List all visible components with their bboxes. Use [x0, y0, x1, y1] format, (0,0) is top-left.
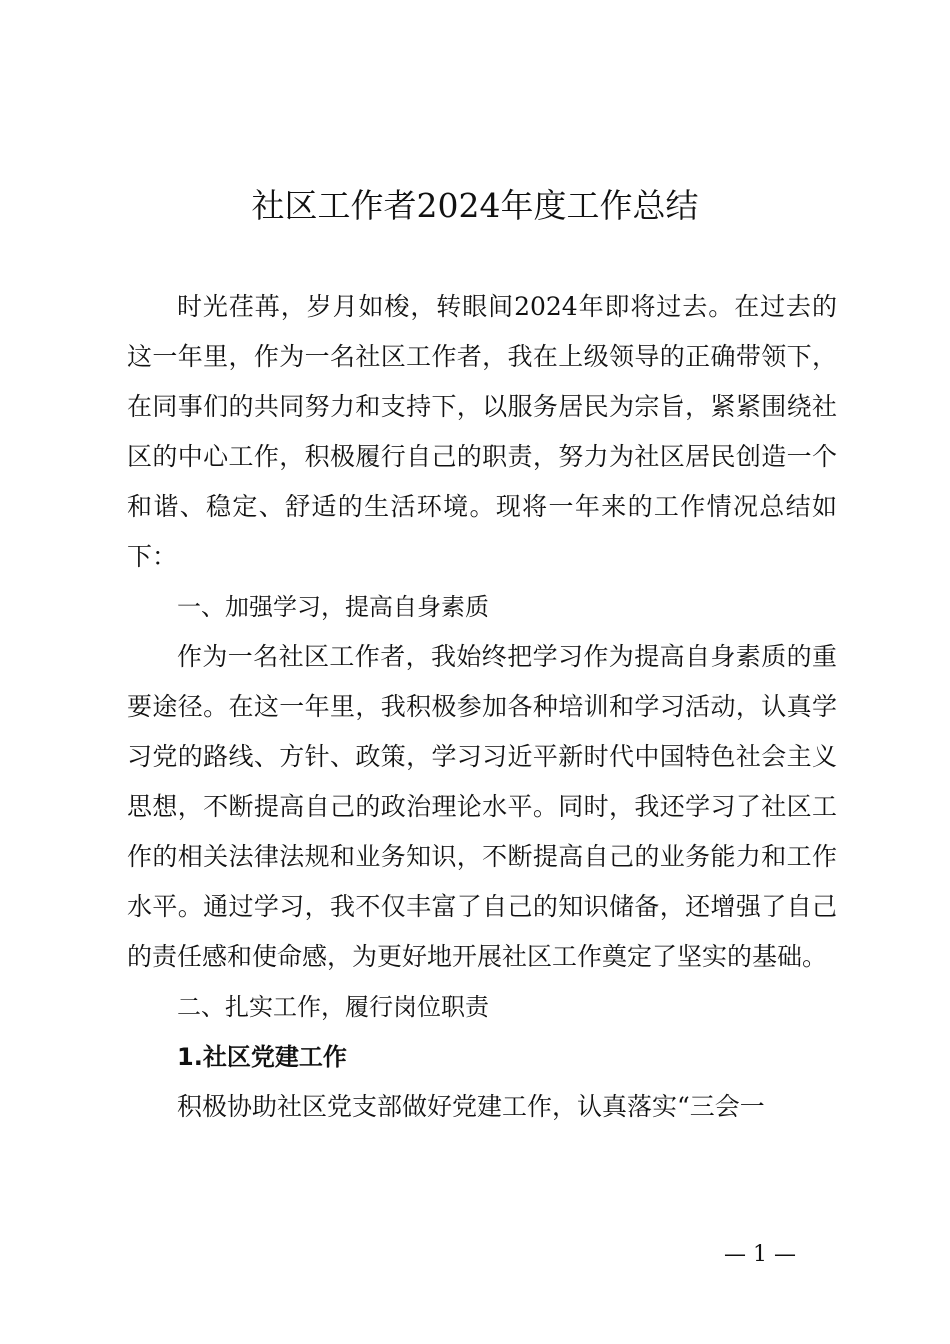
- section-1-paragraph: 作为一名社区工作者，我始终把学习作为提高自身素质的重要途径。在这一年里，我积极参加各种培训和学习活动，认真学习党的路线、方针、政策，学习习近平新时代中国特色社会主义思想，不断提高自己的政治理论水平。同时，我还学习了社区工作的相关法律法规和业务知识，不断提高自己的业务能力和工作水平。通过学习，我不仅丰富了自己的知识储备，还增强了自己的责任感和使命感，为更好地开展社区工作奠定了坚实的基础。: [127, 642, 837, 971]
- intro-paragraph: 时光荏苒，岁月如梭，转眼间2024年即将过去。在过去的这一年里，作为一名社区工作者，我在上级领导的正确带领下，在同事们的共同努力和支持下，以服务居民为宗旨，紧紧围绕社区的中心工作，积极履行自己的职责，努力为社区居民创造一个和谐、稳定、舒适的生活环境。现将一年来的工作情况总结如下：: [127, 292, 837, 571]
- section-2-heading: 二、扎实工作，履行岗位职责: [177, 993, 489, 1021]
- page-number: — 1 —: [724, 1242, 796, 1267]
- subsection-1-heading: 1.社区党建工作: [177, 1043, 347, 1071]
- section-1-heading: 一、加强学习，提高自身素质: [177, 593, 489, 621]
- subsection-1-paragraph: 积极协助社区党支部做好党建工作，认真落实“三会一: [177, 1092, 765, 1121]
- document-title: 社区工作者2024年度工作总结: [251, 186, 699, 225]
- document-body: [127, 282, 837, 1132]
